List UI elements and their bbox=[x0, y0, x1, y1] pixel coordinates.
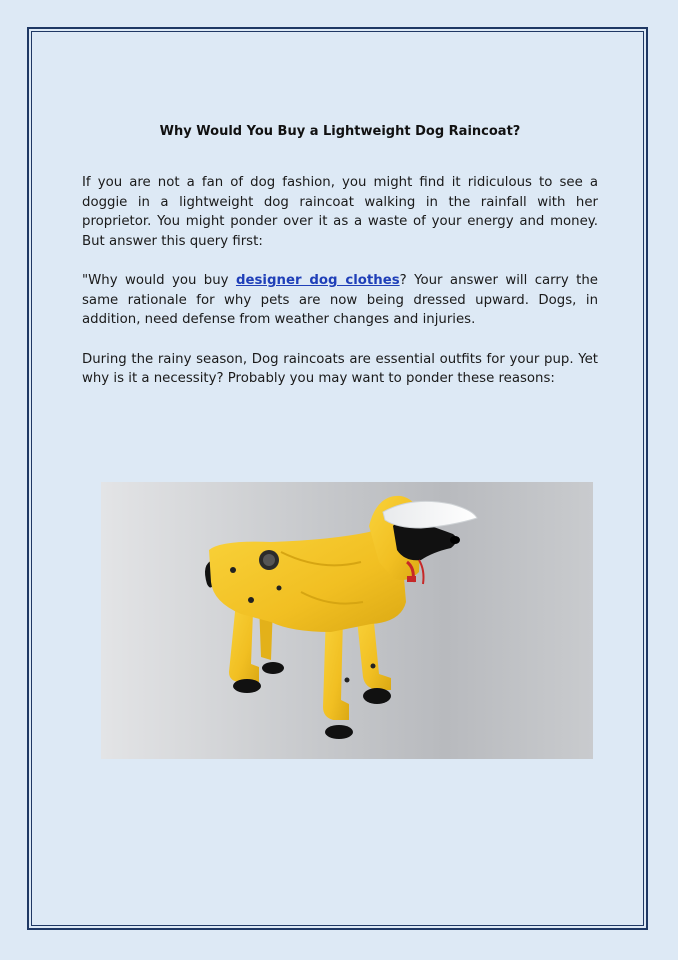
paragraph-rainy-season-text: During the rainy season, Dog raincoats are essential outfits for your pup. Yet why is it a necessity? Probably you may want to ponder these reasons: bbox=[82, 351, 598, 386]
dog-in-yellow-raincoat-illustration bbox=[101, 482, 593, 759]
document-title: Why Would You Buy a Lightweight Dog Raincoat? bbox=[159, 124, 521, 139]
paragraph-text-after-link: ? Your answer will carry the same rationale for why pets are now being dressed upward. Dogs, in addition, need defense from weather changes and injuries. bbox=[82, 273, 598, 327]
paragraph-intro bbox=[82, 173, 598, 251]
paragraph-text-before-link: "Why would you buy bbox=[82, 273, 236, 288]
paragraph-designer-clothes bbox=[82, 271, 598, 330]
paragraph-rainy-season bbox=[82, 350, 598, 389]
document-body bbox=[82, 124, 598, 409]
dog-raincoat-photo bbox=[101, 482, 593, 759]
paragraph-intro-text: If you are not a fan of dog fashion, you might find it ridiculous to see a doggie in a lightweight dog raincoat walking in the rainfall with her proprietor. You might ponder over it as a waste of your energy and money. But answer this query first: bbox=[82, 175, 598, 249]
designer-dog-clothes-link[interactable]: designer dog clothes bbox=[235, 273, 400, 288]
